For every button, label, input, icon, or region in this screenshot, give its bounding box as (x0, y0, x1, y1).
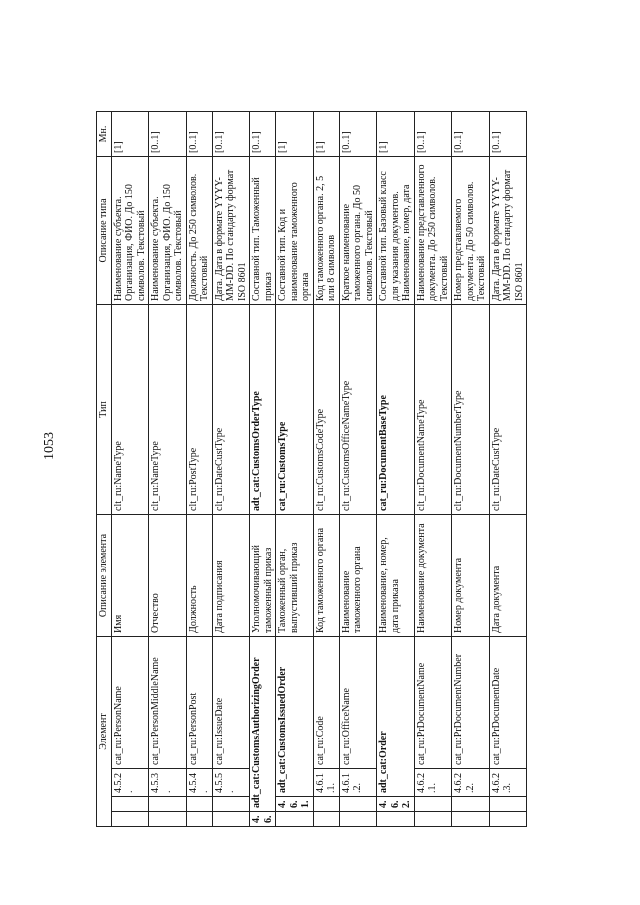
row-type: adt_cat:CustomsOrderType (250, 304, 276, 514)
row-type: clt_ru:DocumentNameType (414, 304, 452, 514)
row-multiplicity: [0..1] (149, 111, 187, 156)
row-type-description: Дата. Дата в формате YYYY-MM-DD. По стандарту формат ISO 8601 (489, 156, 527, 304)
header-type-description: Описание типа (97, 156, 112, 304)
row-type: clt_ru:DateCustType (212, 304, 250, 514)
row-type-description: Код таможенного органа. 2, 5 или 8 символов (313, 156, 339, 304)
row-type: clt_ru:DateCustType (489, 304, 527, 514)
indent-cell (111, 812, 149, 827)
indent-cell (377, 812, 415, 827)
row-type: clt_ru:NameType (149, 304, 187, 514)
row-type-description: Составной тип. Базовый класс для указания документов. Наименование, номер, дата (377, 156, 415, 304)
table-row (276, 111, 314, 826)
table-row (452, 111, 490, 826)
row-number: 4.6.2. (377, 797, 415, 812)
rotated-table-container (96, 112, 626, 827)
indent-cell (339, 797, 377, 812)
row-multiplicity: [0..1] (186, 111, 212, 156)
header-row (97, 111, 112, 826)
row-number: 4.5.2. (111, 769, 149, 797)
indent-cell (149, 797, 187, 812)
row-number: 4.6.1.2. (339, 769, 377, 797)
row-multiplicity: [0..1] (452, 111, 490, 156)
table-row (313, 111, 339, 826)
row-multiplicity: [1] (111, 111, 149, 156)
row-description: Должность (186, 514, 212, 636)
table-row (212, 111, 250, 826)
indent-cell (186, 812, 212, 827)
row-multiplicity: [0..1] (414, 111, 452, 156)
row-multiplicity: [0..1] (250, 111, 276, 156)
row-multiplicity: [0..1] (489, 111, 527, 156)
row-type-description: Краткое наименование таможенного органа. До 50 символов. Текстовый (339, 156, 377, 304)
row-multiplicity: [1] (276, 111, 314, 156)
row-description: Дата подписания (212, 514, 250, 636)
row-type: clt_ru:NameType (111, 304, 149, 514)
row-type-description: Наименование субъекта. Организация, ФИО. До 150 символов. Текстовый (149, 156, 187, 304)
row-number: 4.5.4. (186, 769, 212, 797)
row-element: cat_ru:PrDocumentName (414, 636, 452, 768)
indent-cell (452, 812, 490, 827)
row-description: Уполномочивающий таможенный приказ (250, 514, 276, 636)
row-element: adt_cat:CustomsIssuedOrder (276, 636, 314, 796)
row-element: cat_ru:PrDocumentDate (489, 636, 527, 768)
row-type-description: Составной тип. Таможенный приказ (250, 156, 276, 304)
row-type: clt_ru:PostType (186, 304, 212, 514)
indent-cell (212, 812, 250, 827)
table-row (186, 111, 212, 826)
row-type-description: Номер представляемого документа. До 50 символов. Текстовый (452, 156, 490, 304)
row-description: Наименование таможенного органа (339, 514, 377, 636)
header-element: Элемент (97, 636, 112, 826)
indent-cell (186, 797, 212, 812)
indent-cell (276, 812, 314, 827)
row-type-description: Составной тип. Код и наименование таможенного органа (276, 156, 314, 304)
row-element: cat_ru:Code (313, 636, 339, 768)
row-type: clt_ru:CustomsOfficeNameType (339, 304, 377, 514)
row-number: 4.6.1.1. (313, 769, 339, 797)
row-element: cat_ru:PersonPost (186, 636, 212, 768)
table-row (149, 111, 187, 826)
table-row (250, 111, 276, 826)
row-element: cat_ru:PrDocumentNumber (452, 636, 490, 768)
table-row (339, 111, 377, 826)
row-number: 4.6. (250, 812, 276, 827)
row-number: 4.5.5. (212, 769, 250, 797)
schema-table (96, 111, 527, 827)
indent-cell (489, 797, 527, 812)
row-type: clt_ru:CustomsCodeType (313, 304, 339, 514)
row-type-description: Должность. До 250 символов. Текстовый (186, 156, 212, 304)
row-number: 4.6.2.3. (489, 769, 527, 797)
header-multiplicity: Мн. (97, 111, 112, 156)
row-description: Имя (111, 514, 149, 636)
row-type-description: Наименование субъекта. Организация, ФИО. До 150 символов. Текстовый (111, 156, 149, 304)
row-description: Наименование документа (414, 514, 452, 636)
indent-cell (452, 797, 490, 812)
row-number: 4.6.2.2. (452, 769, 490, 797)
indent-cell (414, 812, 452, 827)
row-element: cat_ru:IssueDate (212, 636, 250, 768)
row-description: Отчество (149, 514, 187, 636)
table-row (111, 111, 149, 826)
row-multiplicity: [1] (377, 111, 415, 156)
indent-cell (414, 797, 452, 812)
header-description: Описание элемента (97, 514, 112, 636)
table-row (414, 111, 452, 826)
indent-cell (111, 797, 149, 812)
page-number: 1053 (42, 432, 57, 460)
row-description: Номер документа (452, 514, 490, 636)
row-multiplicity: [0..1] (339, 111, 377, 156)
row-multiplicity: [1] (313, 111, 339, 156)
row-number: 4.6.2.1. (414, 769, 452, 797)
row-type: cat_ru:CustomsType (276, 304, 314, 514)
row-description: Код таможенного органа (313, 514, 339, 636)
row-number: 4.6.1. (276, 797, 314, 812)
row-element: cat_ru:PersonMiddleName (149, 636, 187, 768)
row-element: cat_ru:OfficeName (339, 636, 377, 768)
header-type: Тип (97, 304, 112, 514)
table-row (489, 111, 527, 826)
row-type-description: Наименование представленного документа. До 250 символов. Текстовый (414, 156, 452, 304)
row-description: Дата документа (489, 514, 527, 636)
indent-cell (313, 812, 339, 827)
indent-cell (313, 797, 339, 812)
row-description: Наименование, номер, дата приказа (377, 514, 415, 636)
row-type: clt_ru:DocumentNumberType (452, 304, 490, 514)
row-element: adt_cat:Order (377, 636, 415, 796)
row-type: cat_ru:DocumentBaseType (377, 304, 415, 514)
indent-cell (149, 812, 187, 827)
row-multiplicity: [0..1] (212, 111, 250, 156)
indent-cell (489, 812, 527, 827)
row-number: 4.5.3. (149, 769, 187, 797)
row-element: cat_ru:PersonName (111, 636, 149, 768)
indent-cell (212, 797, 250, 812)
indent-cell (339, 812, 377, 827)
table-row (377, 111, 415, 826)
row-type-description: Дата. Дата в формате YYYY-MM-DD. По стандарту формат ISO 8601 (212, 156, 250, 304)
row-element: adt_cat:CustomsAuthorizingOrder (250, 636, 276, 811)
row-description: Таможенный орган, выпустивший приказ (276, 514, 314, 636)
